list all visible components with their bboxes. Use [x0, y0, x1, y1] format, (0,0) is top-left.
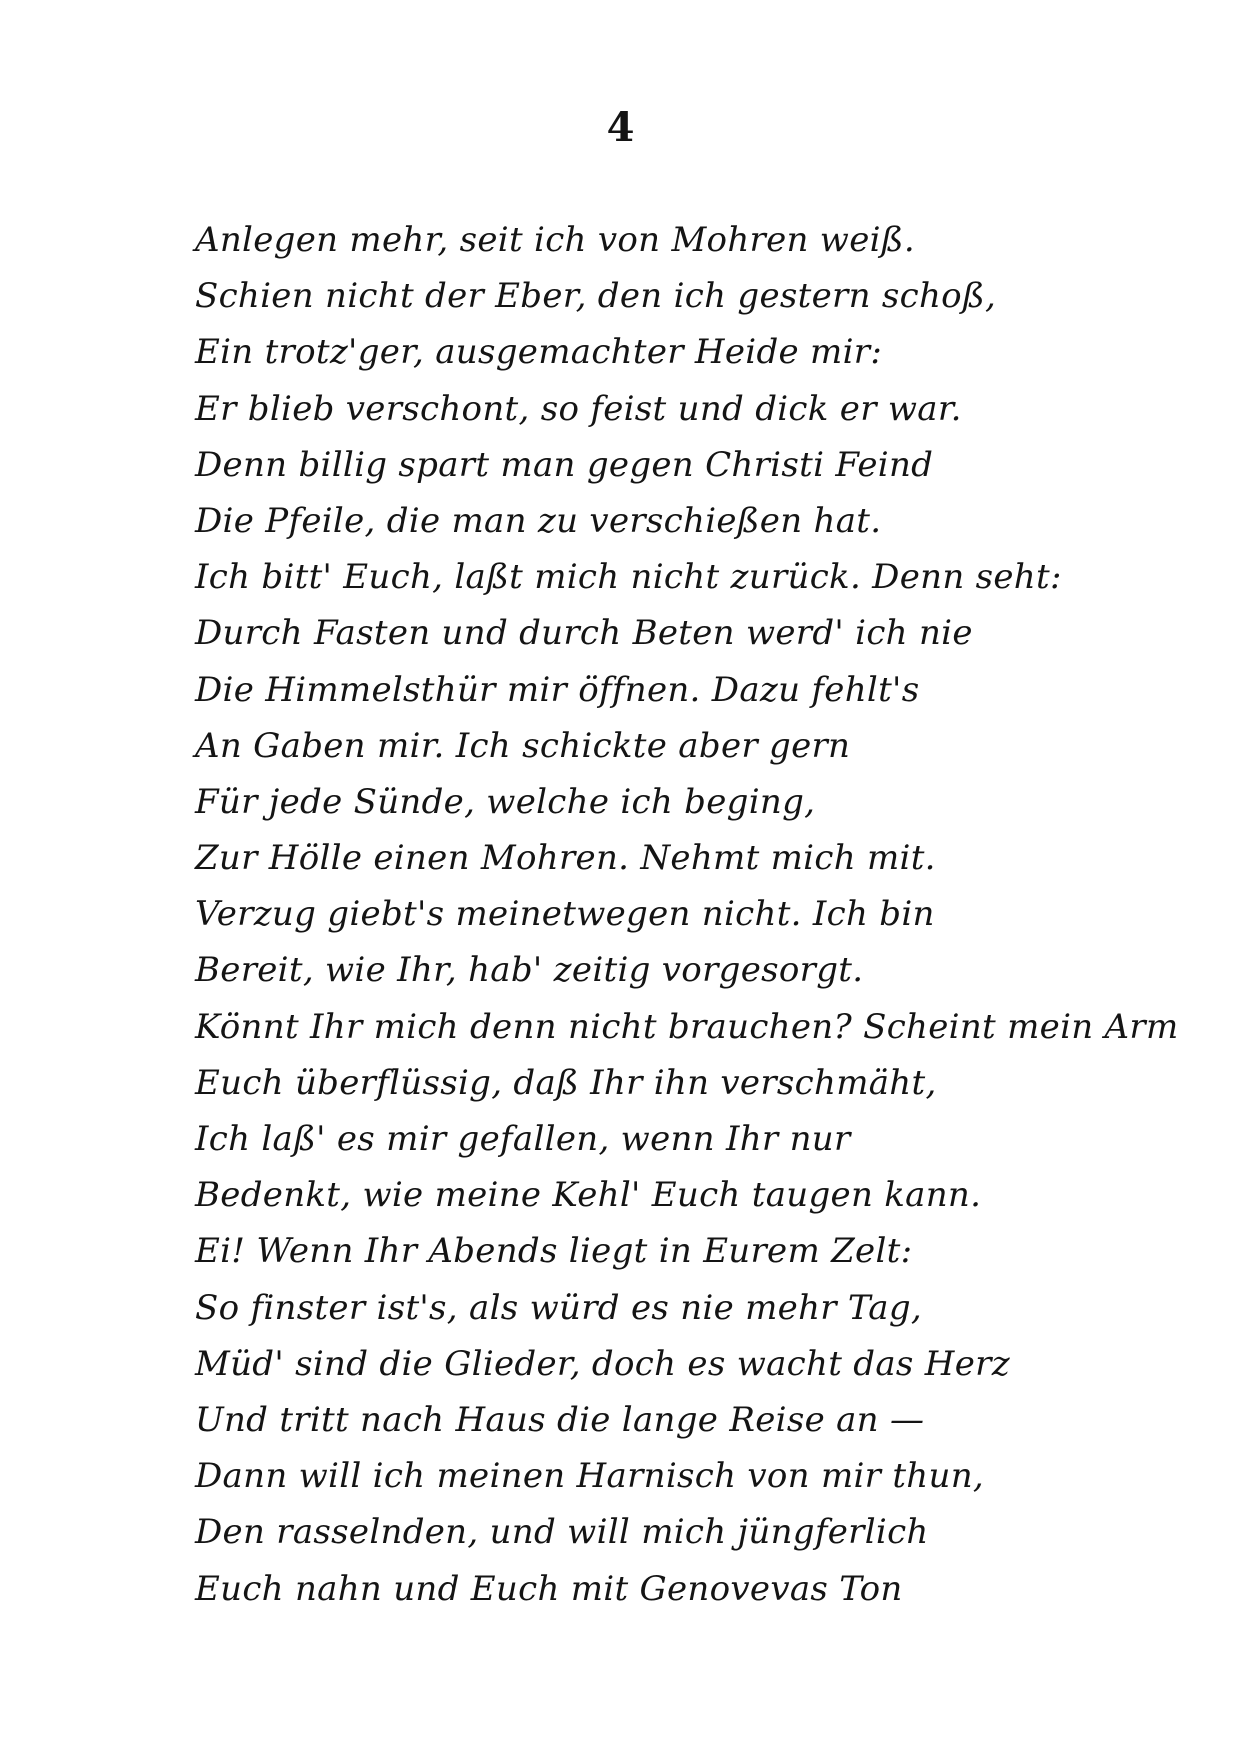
verse-line: Verzug giebt's meinetwegen nicht. Ich bin: [195, 894, 935, 935]
verse-line: Und tritt nach Haus die lange Reise an —: [195, 1399, 925, 1440]
verse-line: Denn billig spart man gegen Christi Feind: [195, 444, 934, 485]
verse-line: Die Pfeile, die man zu verschießen hat.: [195, 500, 882, 541]
verse-line: Den rasselnden, und will mich jüngferlich: [195, 1512, 929, 1553]
page-number: 4: [606, 104, 635, 151]
verse-line: Bedenkt, wie meine Kehl' Euch taugen kann.: [195, 1175, 982, 1216]
verse-line: Ein trotz'ger, ausgemachter Heide mir:: [195, 332, 883, 373]
verse-line: Anlegen mehr, seit ich von Mohren weiß.: [195, 220, 915, 260]
verse-line: So finster ist's, als würd es nie mehr Tag,: [195, 1287, 923, 1328]
verse-line: Ei! Wenn Ihr Abends liegt in Eurem Zelt:: [195, 1231, 913, 1272]
verse-line: Könnt Ihr mich denn nicht brauchen? Scheint mein Arm: [195, 1006, 1179, 1047]
verse-line: Euch nahn und Euch mit Genovevas Ton: [195, 1568, 903, 1609]
verse-line: Er blieb verschont, so feist und dick er war.: [195, 388, 962, 429]
verse-line: Durch Fasten und durch Beten werd' ich nie: [195, 613, 973, 654]
verse-line: Für jede Sünde, welche ich beging,: [195, 781, 816, 822]
verse-line: Ich bitt' Euch, laßt mich nicht zurück. Denn seht:: [195, 557, 1062, 598]
verse-line: Müd' sind die Glieder, doch es wacht das Herz: [195, 1343, 1010, 1384]
verse-line: Ich laß' es mir gefallen, wenn Ihr nur: [195, 1119, 851, 1159]
verse-line: An Gaben mir. Ich schickte aber gern: [195, 725, 851, 766]
verse-line: Bereit, wie Ihr, hab' zeitig vorgesorgt.: [195, 950, 864, 991]
verse-line: Zur Hölle einen Mohren. Nehmt mich mit.: [195, 838, 936, 879]
verse-text: [195, 212, 1195, 1617]
verse-line: Schien nicht der Eber, den ich gestern schoß,: [195, 276, 997, 317]
verse-line: Die Himmelsthür mir öffnen. Dazu fehlt's: [195, 669, 920, 710]
verse-line: Dann will ich meinen Harnisch von mir thun,: [195, 1456, 985, 1497]
verse-line: Euch überflüssig, daß Ihr ihn verschmäht,: [195, 1062, 937, 1103]
